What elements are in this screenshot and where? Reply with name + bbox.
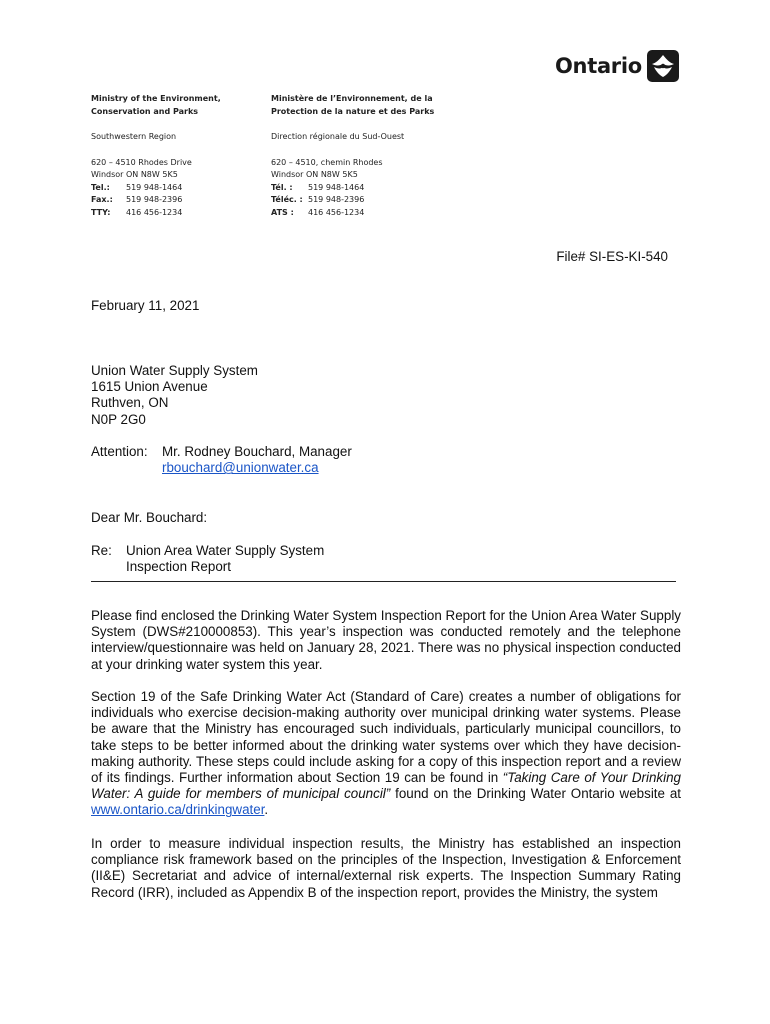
address-fr-line1: 620 – 4510, chemin Rhodes	[271, 157, 383, 167]
tel-en-value: 519 948-1464	[126, 182, 183, 192]
tty-fr-label: ATS :	[271, 207, 294, 217]
fax-en-value: 519 948-2396	[126, 195, 183, 204]
recipient-line1: Union Water Supply System	[91, 363, 258, 378]
region-en: Southwestern Region	[91, 132, 177, 141]
tty-fr-value: 416 456-1234	[308, 207, 365, 217]
tel-en-label: Tel.:	[91, 182, 110, 192]
letter-date: February 11, 2021	[91, 298, 200, 313]
address-en-line1: 620 – 4510 Rhodes Drive	[91, 157, 192, 167]
trillium-icon	[647, 50, 679, 82]
fax-en	[91, 194, 261, 207]
recipient-line3: Ruthven, ON	[91, 395, 169, 411]
salutation: Dear Mr. Bouchard:	[91, 510, 208, 525]
tty-en-label: TTY:	[91, 207, 111, 217]
paragraph-1: Please find enclosed the Drinking Water System Inspection Report for the Union Area Water Supply System (DWS#210000853). This year’s inspection was conducted remotely and the telephone interview/questionnaire was held on January 28, 2021. There was no physical inspection conducted at your drinking water system this year.	[91, 608, 681, 672]
re-label: Re:	[91, 543, 112, 558]
recipient-line2: 1615 Union Avenue	[91, 379, 208, 395]
ontario-wordmark: Ontario	[555, 54, 642, 78]
address-en-line2: Windsor ON N8W 5K5	[91, 170, 178, 179]
guide-title: “Taking Care of Your Drinking Water: A guide for members of municipal council”	[91, 770, 681, 802]
tel-fr	[271, 182, 471, 195]
region-fr: Direction régionale du Sud-Ouest	[271, 132, 405, 141]
tel-fr-value: 519 948-1464	[308, 182, 365, 192]
paragraph-2	[91, 689, 681, 819]
paragraph-2-end: .	[264, 802, 269, 818]
recipient-line4: N0P 2G0	[91, 411, 146, 427]
attention-block	[162, 444, 352, 476]
address-fr-line2: Windsor ON N8W 5K5	[271, 170, 358, 179]
re-line2: Inspection Report	[126, 559, 231, 575]
ministry-header-en	[91, 93, 261, 219]
tel-fr-label: Tél. :	[271, 182, 293, 192]
ministry-name-fr-line1: Ministère de l’Environnement, de la	[271, 94, 433, 103]
paragraph-3: In order to measure individual inspection results, the Ministry has established an inspection compliance risk framework based on the principles of the Inspection, Investigation & Enforcement (II&E) Secretariat and advice of internal/external risk experts. The Inspection Summary Rating Record (IRR), included as Appendix B of the inspection report, provides the Ministry, the system	[91, 836, 681, 900]
fax-fr	[271, 194, 471, 207]
attention-label: Attention:	[91, 444, 148, 459]
tty-en	[91, 207, 261, 220]
tel-en	[91, 182, 261, 195]
tty-en-value: 416 456-1234	[126, 207, 183, 217]
drinking-water-link[interactable]: www.ontario.ca/drinkingwater	[91, 802, 265, 818]
ministry-name-en-line2: Conservation and Parks	[91, 106, 199, 116]
recipient-address	[91, 363, 258, 428]
re-subject	[126, 543, 324, 575]
fax-fr-value: 519 948-2396	[308, 195, 365, 204]
subject-divider	[91, 581, 676, 582]
ministry-name-en-line1: Ministry of the Environment,	[91, 94, 221, 103]
fax-fr-label: Téléc. :	[271, 195, 303, 204]
ministry-header-fr	[271, 93, 471, 219]
paragraph-2-middle: found on the Drinking Water Ontario website at	[390, 786, 681, 802]
fax-en-label: Fax.:	[91, 195, 113, 204]
paragraph-2-text: Section 19 of the Safe Drinking Water Act (Standard of Care) creates a number of obligations for individuals who exercise decision-making authority over municipal drinking water systems. Please be aware that the Ministry has encouraged such individuals, particularly municipal councillors, to take steps to be better informed about the drinking water systems over which they have decision-making authority. These steps could include asking for a copy of this inspection report and a review of its findings. Further information about Section 19 can be found in	[91, 689, 681, 786]
tty-fr	[271, 207, 471, 220]
ontario-logo	[555, 48, 680, 84]
attention-name: Mr. Rodney Bouchard, Manager	[162, 444, 352, 459]
file-number: File# SI-ES-KI-540	[556, 249, 668, 264]
attention-email-link[interactable]: rbouchard@unionwater.ca	[162, 460, 319, 476]
re-line1: Union Area Water Supply System	[126, 543, 325, 558]
ministry-name-fr-line2: Protection de la nature et des Parks	[271, 106, 435, 116]
